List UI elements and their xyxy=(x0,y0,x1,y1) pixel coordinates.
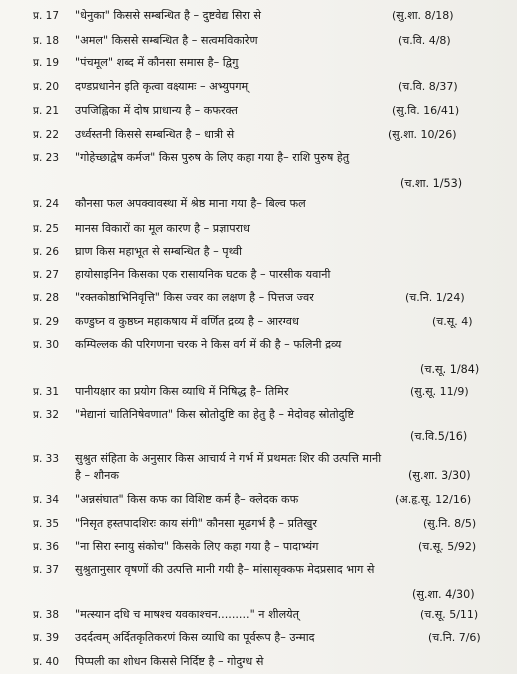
question-text: "रक्तकोष्ठाभिनिवृत्ति" किस ज्वर का लक्षण है – पित्तज ज्वर xyxy=(75,291,314,304)
question-text: "मत्स्यान दधि च माषश्च यवकाश्चन........." न शीलयेत् xyxy=(75,608,300,621)
reference: (च.सू. 1/84) xyxy=(420,363,480,376)
question-number: प्र. 37 xyxy=(33,564,60,576)
question-text: सुश्रुत संहिता के अनुसार किस आचार्य ने गर्भ में प्रथमतः शिर की उत्पत्ति मानी xyxy=(75,452,382,465)
reference: (च.वि. 4/8) xyxy=(398,34,451,47)
question-number: प्र. 25 xyxy=(33,223,60,235)
question-number: प्र. 35 xyxy=(33,518,60,530)
reference: (सु.शा. 3/30) xyxy=(408,469,471,482)
reference: (सु.नि. 8/5) xyxy=(423,517,477,530)
reference: (च.वि. 8/37) xyxy=(398,80,458,93)
reference: (अ.हृ.सू. 12/16) xyxy=(395,493,472,506)
question-number: प्र. 33 xyxy=(33,453,60,465)
question-number: प्र. 31 xyxy=(33,386,60,398)
question-number: प्र. 30 xyxy=(33,339,60,351)
question-text: पानीयक्षार का प्रयोग किस व्याधि में निषिद्ध है– तिमिर xyxy=(75,385,289,398)
question-text: "पंचमूल" शब्द में कौनसा समास है– द्विगु xyxy=(75,56,239,69)
question-number: प्र. 20 xyxy=(33,81,60,93)
reference: (सु.शा. 8/18) xyxy=(392,9,454,22)
question-number: प्र. 24 xyxy=(33,198,60,210)
reference: (च.वि.5/16) xyxy=(410,430,468,443)
question-text: उदर्दत्वम् अर्दितकृतिकरणं किस व्याधि का पूर्वरूप है– उन्माद xyxy=(75,631,315,644)
question-number: प्र. 40 xyxy=(33,656,60,668)
question-text: उपजिह्विका में दोष प्राधान्य है – कफरक्त xyxy=(75,104,238,117)
question-number: प्र. 17 xyxy=(33,10,60,22)
question-text: "मेद्यानां चातिनिषेवणात" किस स्रोतोदुष्टि का हेतु है – मेदोवह स्रोतोदुष्टि xyxy=(75,408,354,421)
question-number: प्र. 29 xyxy=(33,316,60,328)
question-text: हायोसाइनिन किसका एक रासायनिक घटक है – पारसीक यवानी xyxy=(75,268,331,281)
question-text-continued: है – शौनक xyxy=(75,469,119,482)
question-text: उर्ध्वस्तनी किससे सम्बन्धित है – धात्री से xyxy=(75,128,235,141)
question-number: प्र. 23 xyxy=(33,152,60,164)
question-text: "निसृत हस्तपादशिरः काय संगी" कौनसा मूढगर्भ है – प्रतिखुर xyxy=(75,517,317,530)
question-text: कण्डुघ्न व कुष्ठघ्न महाकषाय में वर्णित द्रव्य है – आरग्वध xyxy=(75,315,299,328)
reference: (च.सू. 5/11) xyxy=(420,608,479,621)
reference: (च.शा. 1/53) xyxy=(400,177,463,190)
reference: (सु.सू. 11/9) xyxy=(410,385,469,398)
question-number: प्र. 28 xyxy=(33,292,60,304)
reference: (च.नि. 7/6) xyxy=(428,631,481,644)
reference: (सु.शा. 10/26) xyxy=(388,128,457,141)
question-number: प्र. 36 xyxy=(33,541,60,553)
reference: (सु.शा. 4/30) xyxy=(412,588,475,601)
reference: (च.सू. 5/92) xyxy=(418,540,477,553)
question-number: प्र. 32 xyxy=(33,409,60,421)
question-number: प्र. 22 xyxy=(33,129,60,141)
question-number: प्र. 38 xyxy=(33,609,60,621)
question-text: मानस विकारों का मूल कारण है – प्रज्ञापराध xyxy=(75,222,250,235)
question-number: प्र. 18 xyxy=(33,35,60,47)
question-number: प्र. 21 xyxy=(33,105,60,117)
reference: (सु.वि. 16/41) xyxy=(392,104,460,117)
question-text: घ्राण किस महाभूत से सम्बन्धित है – पृथ्वी xyxy=(75,245,243,258)
question-number: प्र. 27 xyxy=(33,269,60,281)
question-number: प्र. 39 xyxy=(33,632,60,644)
question-text: पिप्पली का शोधन किससे निर्दिष्ट है – गोदुग्ध से xyxy=(75,655,264,668)
question-number: प्र. 26 xyxy=(33,246,60,258)
question-text: कम्पिल्लक की परिगणना चरक ने किस वर्ग में की है – फलिनी द्रव्य xyxy=(75,338,342,351)
question-text: "गोहेच्छाद्वेष कर्मज" किस पुरुष के लिए कहा गया है– राशि पुरुष हेतु xyxy=(75,151,350,164)
reference: (च.सू. 4) xyxy=(432,315,473,328)
question-text: दण्डप्रधानेन इति कृत्वा वक्ष्यामः – अभ्युपगम् xyxy=(75,80,249,93)
question-number: प्र. 19 xyxy=(33,57,60,69)
question-text: "धेनुका" किससे सम्बन्धित है – दुष्टवेद्य सिरा से xyxy=(75,9,261,22)
reference: (च.नि. 1/24) xyxy=(405,291,465,304)
question-number: प्र. 34 xyxy=(33,494,60,506)
question-text: "अमल" किससे सम्बन्धित है – सत्वमविकारेण xyxy=(75,34,258,47)
question-text: "अन्नसंघात" किस कफ का विशिष्ट कर्म है– क्लेदक कफ xyxy=(75,493,299,506)
question-text: "ना सिरा स्नायु संकोच" किसके लिए कहा गया है – पादाभ्यंग xyxy=(75,540,319,553)
question-text: सुश्रुतानुसार वृषणों की उत्पत्ति मानी गयी है– मांसासृक्कफ मेदप्रसाद भाग से xyxy=(75,563,375,576)
question-text: कौनसा फल अपक्वावस्था में श्रेष्ठ माना गया है– बिल्व फल xyxy=(75,197,306,210)
